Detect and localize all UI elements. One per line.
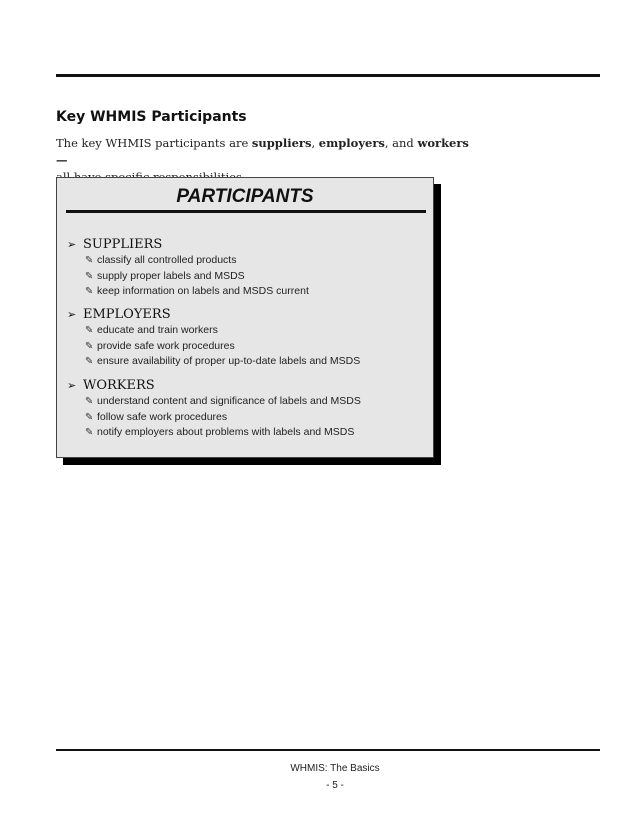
box-title-rule [66,210,426,213]
item-text: educate and train workers [97,324,218,336]
pencil-icon: ✎ [85,356,94,367]
page-number: - 5 - [326,780,344,791]
group-label: EMPLOYERS [83,307,171,322]
pencil-icon: ✎ [85,255,94,266]
box-title: PARTICIPANTS [176,186,314,207]
pencil-icon: ✎ [85,396,94,407]
footer-title: WHMIS: The Basics [290,763,380,774]
intro-text: , and [384,136,418,150]
list-item [67,269,309,285]
item-text: supply proper labels and MSDS [97,269,245,282]
pencil-icon: ✎ [85,411,94,423]
intro-dash: — [56,153,68,167]
list-item [67,410,361,426]
group-heading [67,377,361,394]
intro-workers: workers [417,136,469,150]
section-heading: Key WHMIS Participants [56,109,247,125]
arrow-icon: ➢ [67,238,77,251]
item-text: ensure availability of proper up-to-date labels and MSDS [97,355,361,367]
list-item [67,394,361,410]
arrow-icon: ➢ [67,308,77,321]
pencil-icon: ✎ [85,270,94,282]
pencil-icon: ✎ [85,286,94,297]
intro-text: , [311,136,319,150]
arrow-icon: ➢ [67,379,77,392]
list-item [67,425,361,441]
list-item [67,253,309,269]
list-item [67,323,360,339]
participants-box [56,177,434,458]
group-label: WORKERS [83,378,155,393]
footer-rule [56,749,600,751]
group-employers [67,306,360,370]
list-item [67,284,309,300]
item-text: notify employers about problems with labels and MSDS [97,426,355,438]
item-text: provide safe work procedures [97,339,235,352]
list-item [67,339,360,355]
pencil-icon: ✎ [85,427,94,438]
pencil-icon: ✎ [85,340,94,352]
group-heading [67,306,360,323]
item-text: keep information on labels and MSDS current [97,285,309,297]
group-suppliers [67,236,309,300]
intro-text: The key WHMIS participants are [56,136,252,150]
group-label: SUPPLIERS [83,237,163,252]
intro-employers: employers [318,136,385,150]
item-text: follow safe work procedures [97,410,228,423]
pencil-icon: ✎ [85,325,94,336]
list-item [67,354,360,370]
header-rule [56,74,600,77]
item-text: understand content and significance of labels and MSDS [97,395,361,407]
item-text: classify all controlled products [97,254,237,266]
group-heading [67,236,309,253]
intro-suppliers: suppliers [251,136,312,150]
group-workers [67,377,361,441]
